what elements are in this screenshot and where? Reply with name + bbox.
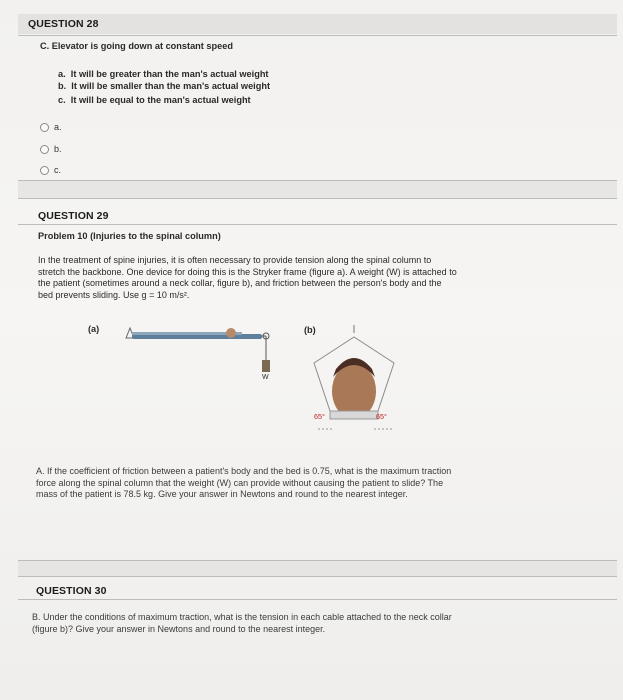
q28-option-c[interactable]: c. — [40, 165, 61, 175]
q29-part-a: A. If the coefficient of friction between a patient's body and the bed is 0.75, what is the maximum traction force along the spinal column that the weight (W) can provide without causing the patient to slide? The mass of the patient is 78.5 kg. Give your answer in Newtons and round to the nearest integer. — [36, 466, 452, 500]
divider — [18, 560, 617, 561]
q28-option-b[interactable]: b. — [40, 144, 62, 154]
patient-head — [226, 328, 236, 338]
q28-title: QUESTION 28 — [28, 18, 99, 30]
divider — [18, 576, 617, 577]
radio-button[interactable] — [40, 123, 49, 132]
radio-button[interactable] — [40, 145, 49, 154]
radio-button[interactable] — [40, 166, 49, 175]
q29-body: In the treatment of spine injuries, it is often necessary to provide tension along the spinal column to stretch the backbone. One device for doing this is the Stryker frame (figure a). A weight (W) is attached to the patient (sometimes around a neck collar, figure b), and friction between the person's body and the bed prevents sliding. Use g = 10 m/s². — [38, 255, 457, 300]
weight-label: W — [262, 374, 269, 381]
patient-body — [132, 332, 242, 335]
divider — [18, 180, 617, 181]
stryker-frame-diagram — [88, 322, 288, 384]
figure-b — [300, 325, 410, 435]
angle-right-label: 65° — [376, 412, 387, 421]
q28-option-a[interactable]: a. — [40, 122, 62, 132]
weight-block — [262, 360, 270, 372]
q29-subtitle: Problem 10 (Injuries to the spinal column) — [38, 231, 221, 241]
q28-choice-a: a. It will be greater than the man's actual weight — [58, 69, 269, 79]
q28-choice-c: c. It will be equal to the man's actual weight — [58, 95, 251, 105]
divider — [18, 198, 617, 199]
figure-a — [88, 322, 288, 384]
q30-title: QUESTION 30 — [36, 585, 107, 597]
question-separator — [18, 180, 617, 198]
divider — [18, 224, 617, 225]
figure-a-label: (a) — [88, 324, 100, 334]
q28-header-band — [18, 14, 617, 34]
q29-title: QUESTION 29 — [38, 210, 109, 222]
q28-prompt: C. Elevator is going down at constant speed — [40, 41, 233, 51]
angle-left-label: 65° — [314, 412, 325, 421]
question-separator — [18, 560, 617, 576]
divider — [18, 599, 617, 600]
neck-collar — [330, 411, 378, 419]
q30-part-b: B. Under the conditions of maximum traction, what is the tension in each cable attached to the neck collar (figure b)? Give your answer in Newtons and round to the nearest integer. — [32, 612, 452, 634]
divider — [18, 35, 617, 36]
q28-choice-b: b. It will be smaller than the man's actual weight — [58, 81, 271, 91]
figure-b-label: (b) — [304, 325, 316, 335]
